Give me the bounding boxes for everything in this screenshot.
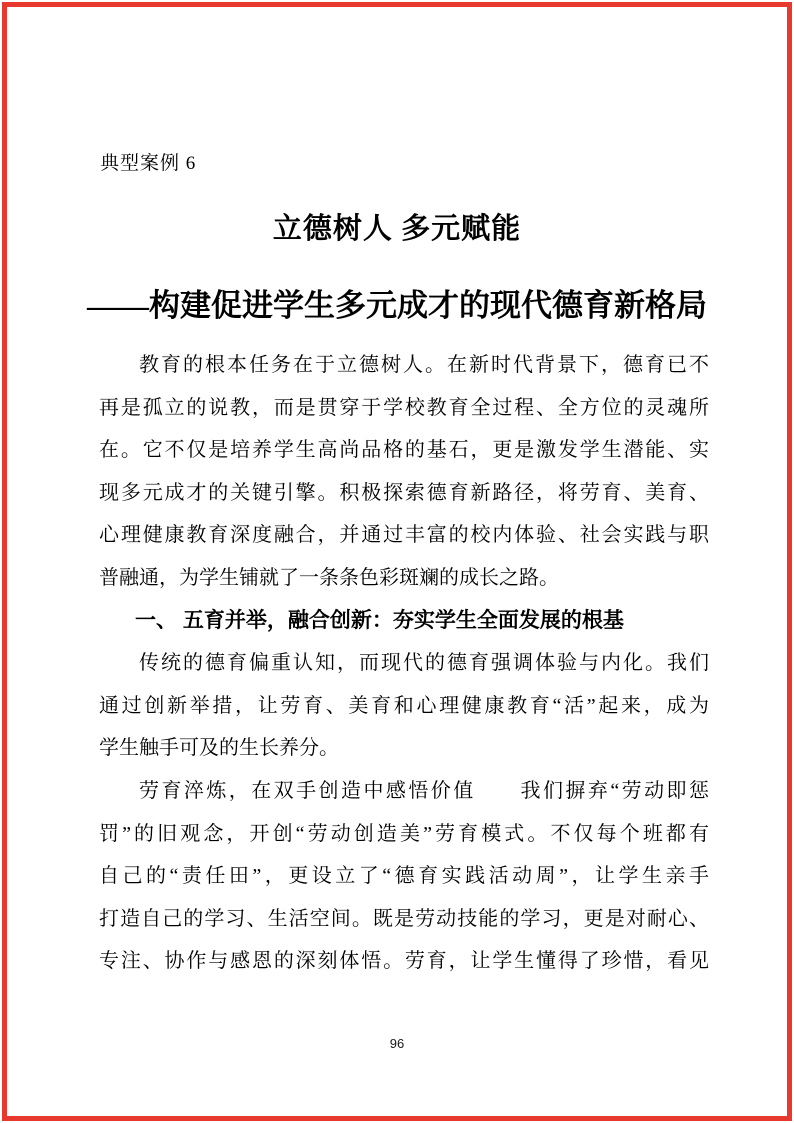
paragraph-line: 打造自己的学习、生活空间。既是劳动技能的学习，更是对耐心、: [99, 907, 709, 930]
paragraph-line: 通过创新举措，让劳育、美育和心理健康教育“活”起来，成为: [99, 694, 709, 717]
paragraph: [99, 642, 709, 770]
paragraph-line: 自己的“责任田”，更设立了“德育实践活动周”，让学生亲手: [99, 865, 709, 888]
paragraph-line: 罚”的旧观念，开创“劳动创造美”劳育模式。不仅每个班都有: [99, 822, 709, 845]
paragraph-line: 在。它不仅是培养学生高尚品格的基石，更是激发学生潜能、实: [99, 439, 709, 462]
main-title: 立德树人 多元赋能: [272, 213, 522, 245]
paragraph-line: 专注、协作与感恩的深刻体悟。劳育，让学生懂得了珍惜，看见: [99, 950, 709, 973]
page-number: 96: [389, 1036, 405, 1051]
paragraph: [99, 344, 709, 600]
paragraph-line: 学生触手可及的生长养分。: [99, 737, 339, 760]
content-blocks: [99, 344, 709, 983]
case-label: 典型案例 6: [100, 153, 197, 174]
subtitle: ——构建促进学生多元成才的现代德育新格局: [87, 288, 707, 323]
paragraph-line: 普融通，为学生铺就了一条条色彩斑斓的成长之路。: [99, 566, 559, 589]
paragraph-line: 心理健康教育深度融合，并通过丰富的校内体验、社会实践与职: [99, 524, 709, 547]
paragraph-line: 再是孤立的说教，而是贯穿于学校教育全过程、全方位的灵魂所: [99, 396, 709, 419]
paragraph: [99, 770, 709, 983]
section-heading: 一、 五育并举，融合创新：夯实学生全面发展的根基: [135, 608, 624, 632]
paragraph-line: 传统的德育偏重认知，而现代的德育强调体验与内化。我们: [139, 652, 709, 675]
paragraph-line: 教育的根本任务在于立德树人。在新时代背景下，德育已不: [139, 354, 709, 376]
paragraph-line: 劳育淬炼，在双手创造中感悟价值 我们摒弃“劳动即惩: [139, 779, 709, 802]
paragraph-line: 现多元成才的关键引擎。积极探索德育新路径，将劳育、美育、: [99, 481, 709, 504]
